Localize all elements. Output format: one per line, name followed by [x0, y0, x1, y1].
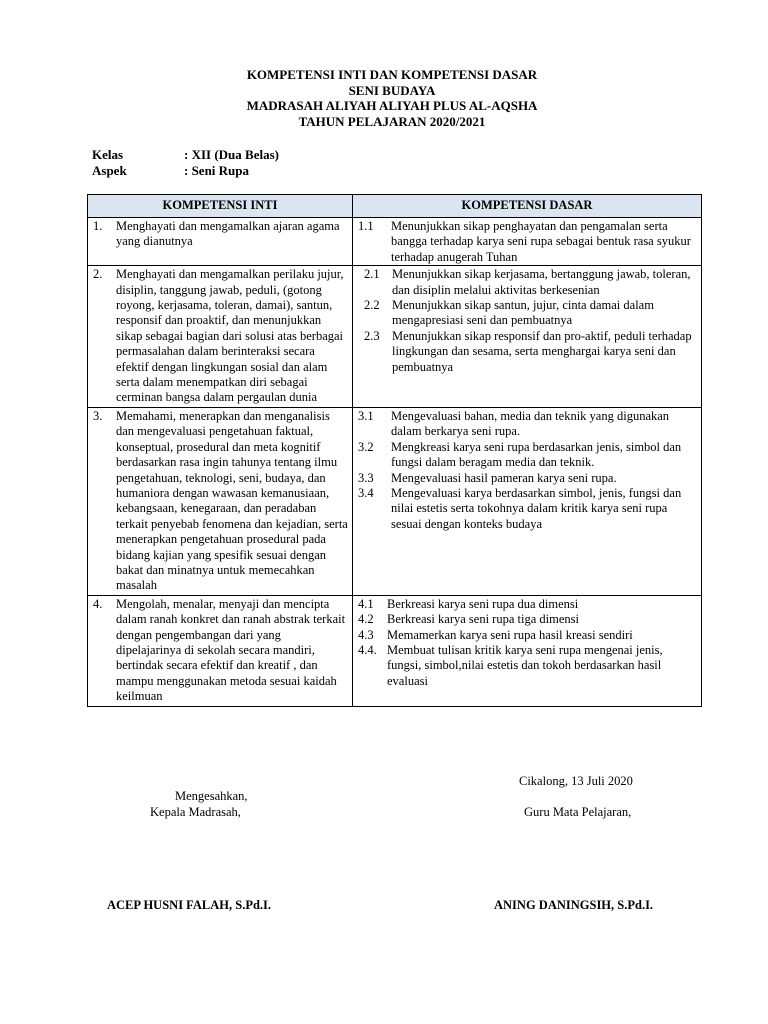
kd-number: 3.2	[358, 439, 374, 454]
kd-number: 3.3	[358, 470, 374, 485]
kd-text: Menunjukkan sikap santun, jujur, cinta damai dalam mengapresiasi seni dan pembuatnya	[392, 298, 654, 328]
kd-item	[358, 612, 697, 627]
table-row	[88, 266, 702, 408]
teacher-role: Guru Mata Pelajaran,	[524, 805, 632, 819]
kd-item	[358, 597, 697, 612]
kd-text: Membuat tulisan kritik karya seni rupa mengenai jenis, fungsi, simbol,nilai estetis dan tokoh berdasarkan hasil evaluasi	[387, 642, 663, 688]
kd-number: 1.1	[358, 219, 374, 233]
kd-cell	[353, 595, 702, 706]
table-row	[88, 218, 702, 266]
kd-number: 3.4	[358, 485, 374, 500]
kd-text: Menunjukkan sikap responsif dan pro-aktif, peduli terhadap lingkungan dan sesama, serta menghargai karya seni dan pembuatnya	[392, 328, 692, 374]
kd-text: Berkreasi karya seni rupa dua dimensi	[387, 596, 579, 611]
kd-text: Mengevaluasi bahan, media dan teknik yang digunakan dalam berkarya seni rupa.	[391, 408, 670, 439]
approval-label: Mengesahkan,	[175, 789, 248, 803]
aspek-label: Aspek	[92, 162, 127, 178]
ki-number: 1.	[93, 219, 103, 233]
ki-cell	[88, 266, 353, 408]
kd-cell	[353, 266, 702, 408]
kd-number: 3.1	[358, 408, 374, 423]
kd-cell	[353, 407, 702, 595]
ki-text: Mengolah, menalar, menyaji dan mencipta dalam ranah konkret dan ranah abstrak terkait dengan pengembangan dari yang dipelajarinya di sekolah secara mandiri, bertindak secara efektif dan kreatif , dan mampu menggunakan metoda sesuai kaidah keilmuan	[116, 596, 346, 704]
kd-item	[358, 219, 697, 265]
ki-number: 3.	[93, 408, 103, 423]
kd-cell	[353, 218, 702, 266]
headmaster-role: Kepala Madrasah,	[150, 805, 241, 819]
kd-number: 2.1	[364, 267, 380, 282]
kd-item	[358, 440, 697, 471]
kd-text: Menunjukkan sikap penghayatan dan pengamalan serta bangga terhadap karya seni rupa sebagai bentuk rasa syukur terhadap anugerah Tuhan	[391, 219, 691, 264]
title-line-3: MADRASAH ALIYAH ALIYAH PLUS AL-AQSHA	[246, 98, 538, 113]
kd-number: 2.2	[364, 298, 380, 313]
kd-text: Mengevaluasi hasil pameran karya seni rupa.	[391, 470, 617, 485]
kd-item	[358, 486, 697, 532]
kd-number: 4.4.	[358, 642, 377, 657]
ki-number: 4.	[93, 596, 103, 611]
table-row	[88, 407, 702, 595]
document-meta	[92, 147, 279, 178]
table-header-row	[88, 195, 702, 218]
kd-number: 4.1	[358, 596, 374, 611]
document-title	[0, 67, 768, 129]
title-line-2: SENI BUDAYA	[348, 82, 436, 98]
kd-number: 4.3	[358, 627, 374, 642]
ki-cell	[88, 595, 353, 706]
competency-table	[87, 194, 702, 707]
aspek-row	[92, 163, 279, 179]
table-row	[88, 595, 702, 706]
kd-text: Mengkreasi karya seni rupa berdasarkan jenis, simbol dan fungsi dalam beragam media dan teknik.	[391, 439, 682, 470]
ki-text: Memahami, menerapkan dan menganalisis dan mengevaluasi pengetahuan faktual, konseptual, prosedural dan meta kognitif berdasarkan rasa ingin tahunya tentang ilmu pengetahuan, teknologi, seni, budaya, dan humaniora dengan wawasan kemanusiaan, kebangsaan, kenegaraan, dan peradaban terkait penyebab fenomena dan kejadian, serta menerapkan pengetahuan prosedural pada bidang kajian yang spesifik sesuai dengan bakat dan minatnya untuk memecahkan masalah	[116, 408, 348, 593]
kd-text: Menunjukkan sikap kerjasama, bertanggung jawab, toleran, dan disiplin melalui aktivitas berkesenian	[392, 267, 691, 297]
kd-item	[358, 409, 697, 440]
kd-item	[358, 267, 697, 298]
ki-cell	[88, 218, 353, 266]
kd-text: Mengevaluasi karya berdasarkan simbol, jenis, fungsi dan nilai estetis serta tokohnya dalam kritik karya seni rupa sesuai dengan konteks budaya	[391, 485, 682, 531]
kd-item	[358, 298, 697, 329]
headmaster-name: ACEP HUSNI FALAH, S.Pd.I.	[107, 898, 272, 912]
kd-item	[358, 471, 697, 486]
ki-text: Menghayati dan mengamalkan perilaku jujur, disiplin, tanggung jawab, peduli, (gotong royong, kerjasama, toleran, damai), santun, responsif dan proaktif, dan menunjukkan sikap sebagai bagian dari solusi atas berbagai permasalahan dalam berinteraksi secara efektif dengan lingkungan sosial dan alam serta dalam menempatkan diri sebagai cerminan bangsa dalam pergaulan dunia	[116, 267, 344, 405]
kd-item	[358, 643, 697, 689]
kd-text: Memamerkan karya seni rupa hasil kreasi sendiri	[387, 627, 633, 642]
header-kompetensi-dasar: KOMPETENSI DASAR	[353, 195, 702, 218]
header-kompetensi-inti: KOMPETENSI INTI	[88, 195, 353, 218]
ki-number: 2.	[93, 267, 103, 282]
ki-cell	[88, 407, 353, 595]
kelas-value: : XII (Dua Belas)	[184, 147, 279, 162]
kd-number: 4.2	[358, 612, 374, 627]
kd-item	[358, 628, 697, 643]
kd-number: 2.3	[364, 328, 380, 343]
title-line-1: KOMPETENSI INTI DAN KOMPETENSI DASAR	[246, 67, 538, 82]
aspek-value: : Seni Rupa	[184, 162, 250, 178]
kelas-row	[92, 147, 279, 163]
ki-text: Menghayati dan mengamalkan ajaran agama yang dianutnya	[116, 219, 340, 249]
title-line-4: TAHUN PELAJARAN 2020/2021	[298, 113, 486, 129]
kd-text: Berkreasi karya seni rupa tiga dimensi	[387, 612, 579, 627]
teacher-name: ANING DANINGSIH, S.Pd.I.	[494, 898, 654, 912]
place-date: Cikalong, 13 Juli 2020	[519, 774, 633, 788]
kelas-label: Kelas	[92, 147, 124, 162]
kd-item	[358, 329, 697, 375]
